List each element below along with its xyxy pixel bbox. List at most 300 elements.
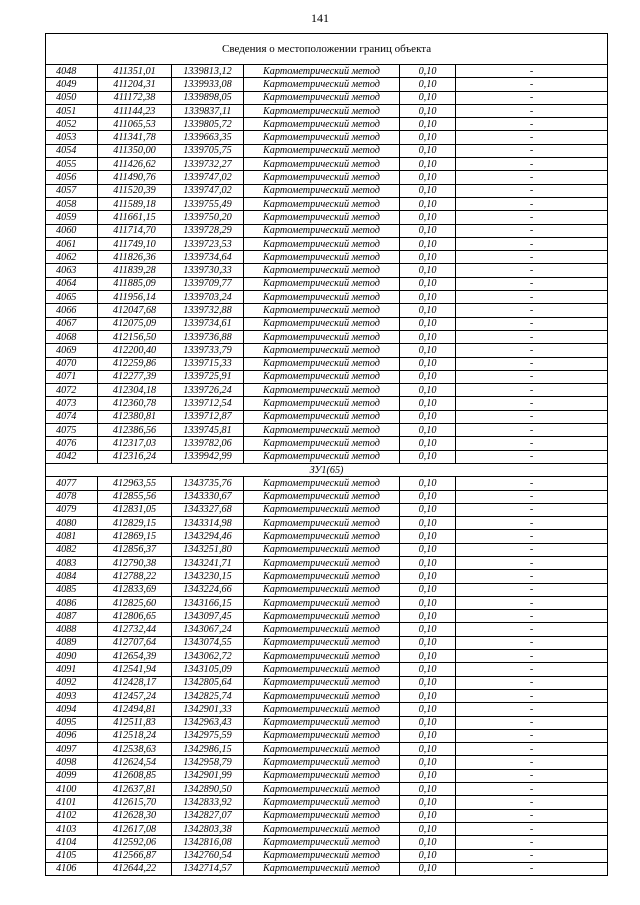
description-cell: - <box>456 78 608 91</box>
point-number: 4063 <box>46 264 98 277</box>
accuracy-cell: 0,10 <box>400 716 456 729</box>
coordinate-y: 1339723,53 <box>172 237 244 250</box>
coordinate-y: 1339733,79 <box>172 344 244 357</box>
point-number: 4101 <box>46 796 98 809</box>
coordinate-y: 1339747,02 <box>172 184 244 197</box>
description-cell: - <box>456 211 608 224</box>
description-cell: - <box>456 689 608 702</box>
accuracy-cell: 0,10 <box>400 277 456 290</box>
point-number: 4062 <box>46 251 98 264</box>
coordinate-x: 411520,39 <box>98 184 172 197</box>
coordinate-x: 412637,81 <box>98 783 172 796</box>
accuracy-cell: 0,10 <box>400 623 456 636</box>
table-row <box>46 703 608 716</box>
table-row <box>46 583 608 596</box>
accuracy-cell: 0,10 <box>400 490 456 503</box>
accuracy-cell: 0,10 <box>400 570 456 583</box>
accuracy-cell: 0,10 <box>400 291 456 304</box>
description-cell: - <box>456 184 608 197</box>
table-row <box>46 849 608 862</box>
coordinate-x: 411826,36 <box>98 251 172 264</box>
point-number: 4094 <box>46 703 98 716</box>
method-cell: Картометрический метод <box>244 184 400 197</box>
description-cell: - <box>456 490 608 503</box>
accuracy-cell: 0,10 <box>400 450 456 463</box>
description-cell: - <box>456 477 608 490</box>
coordinate-x: 412428,17 <box>98 676 172 689</box>
point-number: 4059 <box>46 211 98 224</box>
coordinate-y: 1339712,87 <box>172 410 244 423</box>
coordinate-x: 412386,56 <box>98 424 172 437</box>
description-cell: - <box>456 197 608 210</box>
section-row <box>46 463 608 476</box>
method-cell: Картометрический метод <box>244 570 400 583</box>
accuracy-cell: 0,10 <box>400 264 456 277</box>
coordinate-x: 411714,70 <box>98 224 172 237</box>
method-cell: Картометрический метод <box>244 822 400 835</box>
point-number: 4081 <box>46 530 98 543</box>
method-cell: Картометрический метод <box>244 783 400 796</box>
method-cell: Картометрический метод <box>244 104 400 117</box>
method-cell: Картометрический метод <box>244 729 400 742</box>
accuracy-cell: 0,10 <box>400 91 456 104</box>
coordinate-y: 1339709,77 <box>172 277 244 290</box>
accuracy-cell: 0,10 <box>400 689 456 702</box>
coordinate-y: 1339942,99 <box>172 450 244 463</box>
description-cell: - <box>456 317 608 330</box>
table-row <box>46 743 608 756</box>
point-number: 4099 <box>46 769 98 782</box>
coordinate-y: 1339728,29 <box>172 224 244 237</box>
accuracy-cell: 0,10 <box>400 503 456 516</box>
coordinate-y: 1343314,98 <box>172 517 244 530</box>
description-cell: - <box>456 437 608 450</box>
description-cell: - <box>456 424 608 437</box>
method-cell: Картометрический метод <box>244 503 400 516</box>
accuracy-cell: 0,10 <box>400 783 456 796</box>
coordinate-y: 1343105,09 <box>172 663 244 676</box>
accuracy-cell: 0,10 <box>400 317 456 330</box>
table-row <box>46 477 608 490</box>
point-number: 4072 <box>46 384 98 397</box>
coordinate-y: 1339734,61 <box>172 317 244 330</box>
table-row <box>46 118 608 131</box>
table-row <box>46 291 608 304</box>
coordinate-y: 1342901,99 <box>172 769 244 782</box>
table-row <box>46 424 608 437</box>
point-number: 4048 <box>46 65 98 78</box>
description-cell: - <box>456 118 608 131</box>
coordinate-x: 411204,31 <box>98 78 172 91</box>
accuracy-cell: 0,10 <box>400 729 456 742</box>
coordinate-y: 1339736,88 <box>172 330 244 343</box>
point-number: 4079 <box>46 503 98 516</box>
accuracy-cell: 0,10 <box>400 796 456 809</box>
table-row <box>46 224 608 237</box>
table-row <box>46 783 608 796</box>
table-row <box>46 663 608 676</box>
table-row <box>46 716 608 729</box>
coordinate-x: 411350,00 <box>98 144 172 157</box>
method-cell: Картометрический метод <box>244 78 400 91</box>
point-number: 4052 <box>46 118 98 131</box>
table-row <box>46 277 608 290</box>
accuracy-cell: 0,10 <box>400 610 456 623</box>
table-row <box>46 370 608 383</box>
method-cell: Картометрический метод <box>244 251 400 264</box>
description-cell: - <box>456 729 608 742</box>
method-cell: Картометрический метод <box>244 530 400 543</box>
accuracy-cell: 0,10 <box>400 78 456 91</box>
method-cell: Картометрический метод <box>244 796 400 809</box>
accuracy-cell: 0,10 <box>400 158 456 171</box>
coordinate-y: 1342714,57 <box>172 862 244 875</box>
method-cell: Картометрический метод <box>244 158 400 171</box>
accuracy-cell: 0,10 <box>400 636 456 649</box>
coordinate-x: 412541,94 <box>98 663 172 676</box>
coordinate-y: 1339734,64 <box>172 251 244 264</box>
coordinate-x: 411956,14 <box>98 291 172 304</box>
method-cell: Картометрический метод <box>244 370 400 383</box>
method-cell: Картометрический метод <box>244 450 400 463</box>
description-cell: - <box>456 171 608 184</box>
point-number: 4087 <box>46 610 98 623</box>
coordinate-x: 412617,08 <box>98 822 172 835</box>
method-cell: Картометрический метод <box>244 118 400 131</box>
coordinate-y: 1339732,27 <box>172 158 244 171</box>
accuracy-cell: 0,10 <box>400 437 456 450</box>
section-label: ЗУ1(65) <box>46 463 608 476</box>
table-row <box>46 836 608 849</box>
table-row <box>46 822 608 835</box>
point-number: 4056 <box>46 171 98 184</box>
coordinate-x: 412963,55 <box>98 477 172 490</box>
table-row <box>46 862 608 875</box>
coordinate-y: 1339782,06 <box>172 437 244 450</box>
coordinate-y: 1342975,59 <box>172 729 244 742</box>
coordinate-x: 412259,86 <box>98 357 172 370</box>
description-cell: - <box>456 131 608 144</box>
coordinate-y: 1339725,91 <box>172 370 244 383</box>
table-row <box>46 237 608 250</box>
description-cell: - <box>456 556 608 569</box>
coordinate-y: 1342963,43 <box>172 716 244 729</box>
coordinate-x: 411885,09 <box>98 277 172 290</box>
method-cell: Картометрический метод <box>244 610 400 623</box>
point-number: 4100 <box>46 783 98 796</box>
coordinate-x: 412790,38 <box>98 556 172 569</box>
description-cell: - <box>456 636 608 649</box>
description-cell: - <box>456 237 608 250</box>
coordinate-y: 1343735,76 <box>172 477 244 490</box>
point-number: 4060 <box>46 224 98 237</box>
accuracy-cell: 0,10 <box>400 556 456 569</box>
table-row <box>46 384 608 397</box>
method-cell: Картометрический метод <box>244 330 400 343</box>
method-cell: Картометрический метод <box>244 424 400 437</box>
coordinate-x: 411341,78 <box>98 131 172 144</box>
accuracy-cell: 0,10 <box>400 104 456 117</box>
description-cell: - <box>456 144 608 157</box>
description-cell: - <box>456 517 608 530</box>
coordinate-y: 1339933,08 <box>172 78 244 91</box>
point-number: 4054 <box>46 144 98 157</box>
table-row <box>46 596 608 609</box>
table-row <box>46 450 608 463</box>
description-cell: - <box>456 224 608 237</box>
table-row <box>46 636 608 649</box>
table-row <box>46 317 608 330</box>
description-cell: - <box>456 330 608 343</box>
coordinate-x: 412360,78 <box>98 397 172 410</box>
point-number: 4053 <box>46 131 98 144</box>
method-cell: Картометрический метод <box>244 490 400 503</box>
coordinate-y: 1339726,24 <box>172 384 244 397</box>
table-row <box>46 344 608 357</box>
description-cell: - <box>456 663 608 676</box>
accuracy-cell: 0,10 <box>400 370 456 383</box>
point-number: 4078 <box>46 490 98 503</box>
method-cell: Картометрический метод <box>244 596 400 609</box>
coordinate-x: 412277,39 <box>98 370 172 383</box>
description-cell: - <box>456 357 608 370</box>
accuracy-cell: 0,10 <box>400 330 456 343</box>
coordinate-x: 412304,18 <box>98 384 172 397</box>
table-row <box>46 623 608 636</box>
coordinate-y: 1342816,08 <box>172 836 244 849</box>
description-cell: - <box>456 530 608 543</box>
table-row <box>46 503 608 516</box>
accuracy-cell: 0,10 <box>400 131 456 144</box>
accuracy-cell: 0,10 <box>400 703 456 716</box>
method-cell: Картометрический метод <box>244 623 400 636</box>
method-cell: Картометрический метод <box>244 144 400 157</box>
accuracy-cell: 0,10 <box>400 410 456 423</box>
method-cell: Картометрический метод <box>244 264 400 277</box>
table-header-title: Сведения о местоположении границ объекта <box>46 34 608 65</box>
point-number: 4093 <box>46 689 98 702</box>
accuracy-cell: 0,10 <box>400 197 456 210</box>
table-row <box>46 197 608 210</box>
point-number: 4051 <box>46 104 98 117</box>
accuracy-cell: 0,10 <box>400 357 456 370</box>
accuracy-cell: 0,10 <box>400 384 456 397</box>
accuracy-cell: 0,10 <box>400 596 456 609</box>
accuracy-cell: 0,10 <box>400 822 456 835</box>
coordinate-x: 411749,10 <box>98 237 172 250</box>
description-cell: - <box>456 543 608 556</box>
coordinate-y: 1339813,12 <box>172 65 244 78</box>
coordinate-y: 1342825,74 <box>172 689 244 702</box>
accuracy-cell: 0,10 <box>400 144 456 157</box>
method-cell: Картометрический метод <box>244 862 400 875</box>
point-number: 4097 <box>46 743 98 756</box>
method-cell: Картометрический метод <box>244 716 400 729</box>
description-cell: - <box>456 158 608 171</box>
point-number: 4075 <box>46 424 98 437</box>
method-cell: Картометрический метод <box>244 344 400 357</box>
coordinate-y: 1342833,92 <box>172 796 244 809</box>
coordinate-x: 411589,18 <box>98 197 172 210</box>
point-number: 4069 <box>46 344 98 357</box>
coordinate-x: 412825,60 <box>98 596 172 609</box>
point-number: 4083 <box>46 556 98 569</box>
table-row <box>46 144 608 157</box>
method-cell: Картометрический метод <box>244 477 400 490</box>
description-cell: - <box>456 849 608 862</box>
description-cell: - <box>456 822 608 835</box>
point-number: 4073 <box>46 397 98 410</box>
coordinate-y: 1339837,11 <box>172 104 244 117</box>
description-cell: - <box>456 104 608 117</box>
method-cell: Картометрический метод <box>244 676 400 689</box>
accuracy-cell: 0,10 <box>400 251 456 264</box>
coordinate-x: 412732,44 <box>98 623 172 636</box>
point-number: 4077 <box>46 477 98 490</box>
description-cell: - <box>456 676 608 689</box>
method-cell: Картометрический метод <box>244 397 400 410</box>
point-number: 4071 <box>46 370 98 383</box>
table-row <box>46 796 608 809</box>
description-cell: - <box>456 862 608 875</box>
coordinate-x: 411351,01 <box>98 65 172 78</box>
table-row <box>46 530 608 543</box>
accuracy-cell: 0,10 <box>400 836 456 849</box>
accuracy-cell: 0,10 <box>400 237 456 250</box>
method-cell: Картометрический метод <box>244 556 400 569</box>
point-number: 4092 <box>46 676 98 689</box>
coordinate-x: 412624,54 <box>98 756 172 769</box>
coordinate-x: 412615,70 <box>98 796 172 809</box>
point-number: 4095 <box>46 716 98 729</box>
table-row <box>46 610 608 623</box>
coordinate-x: 412075,09 <box>98 317 172 330</box>
description-cell: - <box>456 650 608 663</box>
description-cell: - <box>456 450 608 463</box>
table-row <box>46 65 608 78</box>
coordinate-y: 1343230,15 <box>172 570 244 583</box>
coordinate-y: 1343251,80 <box>172 543 244 556</box>
point-number: 4076 <box>46 437 98 450</box>
point-number: 4084 <box>46 570 98 583</box>
point-number: 4061 <box>46 237 98 250</box>
coordinate-y: 1339705,75 <box>172 144 244 157</box>
coordinate-x: 411144,23 <box>98 104 172 117</box>
coordinate-x: 412317,03 <box>98 437 172 450</box>
accuracy-cell: 0,10 <box>400 118 456 131</box>
coordinate-x: 412644,22 <box>98 862 172 875</box>
method-cell: Картометрический метод <box>244 809 400 822</box>
method-cell: Картометрический метод <box>244 277 400 290</box>
method-cell: Картометрический метод <box>244 703 400 716</box>
method-cell: Картометрический метод <box>244 211 400 224</box>
coordinate-y: 1343074,55 <box>172 636 244 649</box>
method-cell: Картометрический метод <box>244 650 400 663</box>
method-cell: Картометрический метод <box>244 291 400 304</box>
table-row <box>46 171 608 184</box>
table-row <box>46 251 608 264</box>
table-row <box>46 676 608 689</box>
coordinate-y: 1343097,45 <box>172 610 244 623</box>
coordinate-x: 412566,87 <box>98 849 172 862</box>
point-number: 4042 <box>46 450 98 463</box>
description-cell: - <box>456 277 608 290</box>
accuracy-cell: 0,10 <box>400 809 456 822</box>
coordinate-x: 412592,06 <box>98 836 172 849</box>
description-cell: - <box>456 610 608 623</box>
coordinate-x: 412855,56 <box>98 490 172 503</box>
point-number: 4067 <box>46 317 98 330</box>
description-cell: - <box>456 503 608 516</box>
description-cell: - <box>456 91 608 104</box>
accuracy-cell: 0,10 <box>400 676 456 689</box>
description-cell: - <box>456 743 608 756</box>
table-row <box>46 184 608 197</box>
table-row <box>46 490 608 503</box>
point-number: 4103 <box>46 822 98 835</box>
point-number: 4050 <box>46 91 98 104</box>
table-row <box>46 729 608 742</box>
point-number: 4105 <box>46 849 98 862</box>
table-row <box>46 517 608 530</box>
table-row <box>46 543 608 556</box>
coordinate-y: 1339755,49 <box>172 197 244 210</box>
coordinate-x: 412538,63 <box>98 743 172 756</box>
accuracy-cell: 0,10 <box>400 862 456 875</box>
table-row <box>46 357 608 370</box>
coordinate-y: 1342805,64 <box>172 676 244 689</box>
description-cell: - <box>456 796 608 809</box>
method-cell: Картометрический метод <box>244 756 400 769</box>
coordinate-x: 412047,68 <box>98 304 172 317</box>
method-cell: Картометрический метод <box>244 357 400 370</box>
coordinate-y: 1343294,46 <box>172 530 244 543</box>
coordinate-y: 1342890,50 <box>172 783 244 796</box>
method-cell: Картометрический метод <box>244 636 400 649</box>
point-number: 4055 <box>46 158 98 171</box>
description-cell: - <box>456 769 608 782</box>
coordinate-x: 412380,81 <box>98 410 172 423</box>
coordinate-x: 412869,15 <box>98 530 172 543</box>
description-cell: - <box>456 703 608 716</box>
coordinate-y: 1342958,79 <box>172 756 244 769</box>
description-cell: - <box>456 596 608 609</box>
method-cell: Картометрический метод <box>244 517 400 530</box>
coordinate-x: 411172,38 <box>98 91 172 104</box>
accuracy-cell: 0,10 <box>400 211 456 224</box>
point-number: 4089 <box>46 636 98 649</box>
table-row <box>46 689 608 702</box>
method-cell: Картометрический метод <box>244 836 400 849</box>
coordinate-y: 1342986,15 <box>172 743 244 756</box>
accuracy-cell: 0,10 <box>400 650 456 663</box>
point-number: 4090 <box>46 650 98 663</box>
accuracy-cell: 0,10 <box>400 543 456 556</box>
point-number: 4096 <box>46 729 98 742</box>
accuracy-cell: 0,10 <box>400 397 456 410</box>
point-number: 4066 <box>46 304 98 317</box>
coordinate-y: 1339730,33 <box>172 264 244 277</box>
table-row <box>46 809 608 822</box>
point-number: 4104 <box>46 836 98 849</box>
accuracy-cell: 0,10 <box>400 769 456 782</box>
coordinate-y: 1339745,81 <box>172 424 244 437</box>
description-cell: - <box>456 384 608 397</box>
method-cell: Картометрический метод <box>244 237 400 250</box>
method-cell: Картометрический метод <box>244 171 400 184</box>
coordinate-x: 412608,85 <box>98 769 172 782</box>
coordinate-y: 1342827,07 <box>172 809 244 822</box>
